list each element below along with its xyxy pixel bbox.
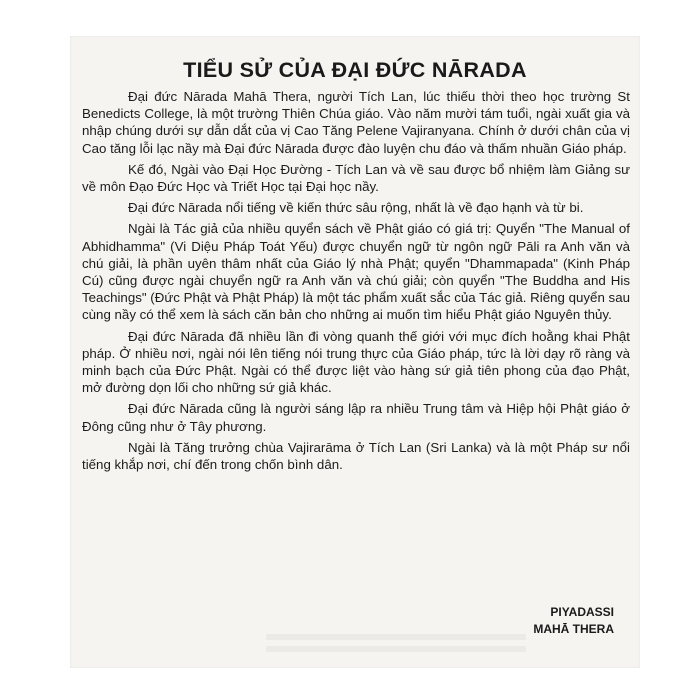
paragraph-3: Đại đức Nārada nổi tiếng về kiến thức sâu rộng, nhất là về đạo hạnh và từ bi. (128, 200, 584, 216)
biography-text (82, 88, 630, 477)
paragraph-6: Đại đức Nārada cũng là người sáng lập ra nhiều Trung tâm và Hiệp hội Phật giáo ở Đông cũng như ở Tây phương. (82, 401, 630, 434)
paragraph-2: Kế đó, Ngài vào Đại Học Đường - Tích Lan và về sau được bổ nhiệm làm Giảng sư về môn Đạo Đức Học và Triết Học tại Đại học nầy. (82, 161, 630, 195)
signature-title: MAHĀ THERA (533, 622, 614, 636)
paragraph-4: Ngài là Tác giả của nhiều quyển sách về Phật giáo có giá trị: Quyển "The Manual of Abhidhamma" (Vi Diệu Pháp Toát Yếu) được chuyển ngữ từ ngôn ngữ Pāli ra Anh văn và chú giải, là phần uyên thâm nhất của Giáo lý nhà Phật; quyển "Dhammapada" (Kinh Pháp Cú) cũng được ngài chuyển ngữ ra Anh văn và chú giải; còn quyển "The Buddha and His Teachings" (Đức Phật và Phật Pháp) là một tác phẩm xuất sắc của Tác giả. Riêng quyển sau cùng nầy có thể xem là sách căn bản cho những ai muốn tìm hiểu Phật giáo Nguyên thủy. (82, 221, 630, 323)
signature (70, 604, 614, 638)
paragraph-1: Đại đức Nārada Mahā Thera, người Tích Lan, lúc thiếu thời theo học trường St Benedicts College, là một trường Thiên Chúa giáo. Vào năm mười tám tuổi, ngài xuất gia và nhập chúng dưới sự dẫn dắt của vị Cao Tăng Pelene Vajiranyana. Chính ở dưới chân của vị Cao tăng lỗi lạc nầy mà Đại đức Nārada được đào luyện chu đáo và thấm nhuần Giáo pháp. (82, 89, 630, 156)
paragraph-5: Đại đức Nārada đã nhiều lần đi vòng quanh thế giới với mục đích hoằng khai Phật pháp. Ở nhiều nơi, ngài nói lên tiếng nói trung thực của Giáo pháp, tức là lời dạy rõ ràng và minh bạch của Đức Phật. Ngài có thể được liệt vào hàng sứ giả tiên phong của đạo Phật, mở đường dọn lối cho những sứ giả khác. (82, 328, 630, 396)
signature-name: PIYADASSI (550, 605, 614, 619)
book-page (70, 36, 640, 668)
paragraph-7: Ngài là Tăng trưởng chùa Vajirarāma ở Tích Lan (Sri Lanka) và là một Pháp sư nổi tiếng khắp nơi, chí đến trong chốn bình dân. (82, 439, 630, 473)
page-title: TIỂU SỬ CỦA ĐẠI ĐỨC NĀRADA (183, 58, 527, 82)
